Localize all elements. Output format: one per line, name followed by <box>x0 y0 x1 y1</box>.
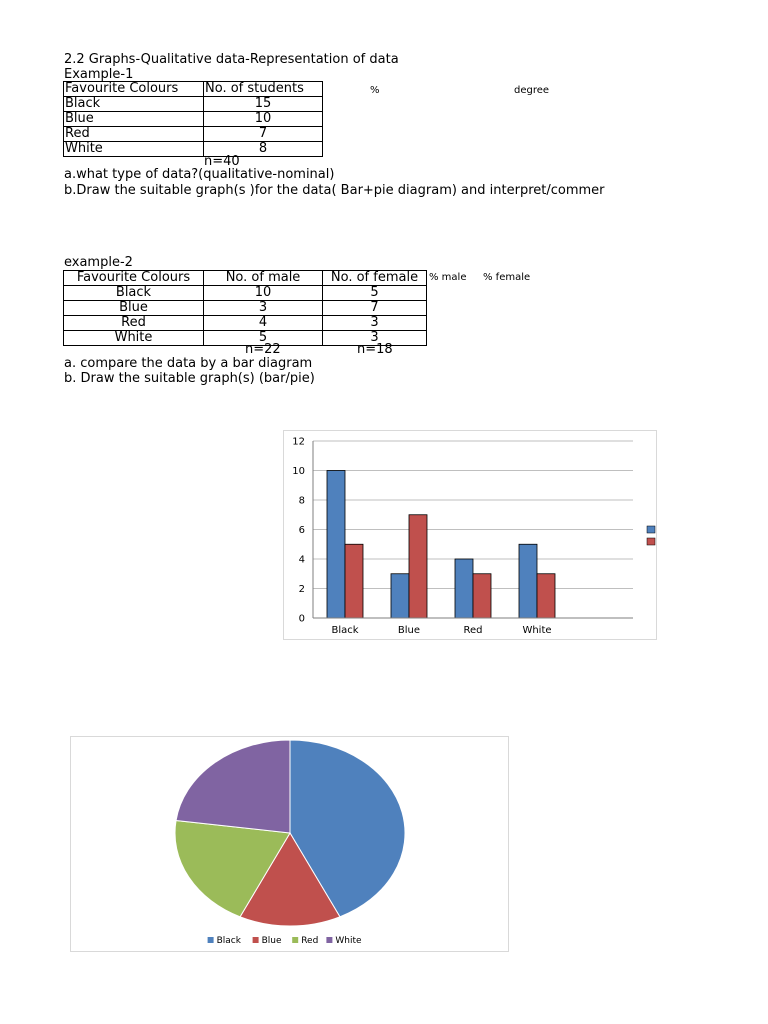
y-tick-label: 6 <box>298 525 305 536</box>
table-header-cell: No. of students <box>204 82 323 97</box>
page-title: 2.2 Graphs-Qualitative data-Representation of data <box>64 52 399 67</box>
legend-swatch <box>647 526 655 533</box>
table-cell: 4 <box>204 316 323 331</box>
table-row <box>64 112 323 127</box>
example1-label: Example-1 <box>64 67 134 82</box>
example1-total: n=40 <box>204 154 240 169</box>
table-cell: Black <box>64 97 204 112</box>
table-cell: Blue <box>64 301 204 316</box>
y-tick-label: 2 <box>298 584 305 595</box>
percent-male-header: % male <box>429 272 467 283</box>
table-cell: Blue <box>64 112 204 127</box>
legend-swatch <box>208 937 214 943</box>
table-row <box>64 127 323 142</box>
x-tick-label: Black <box>331 625 359 636</box>
table-cell: 10 <box>204 112 323 127</box>
legend-label: Red <box>301 936 319 946</box>
table-header-cell: No. of male <box>204 271 323 286</box>
bar <box>391 574 409 618</box>
y-tick-label: 10 <box>292 466 305 477</box>
example2-total-female: n=18 <box>357 342 393 357</box>
bar <box>345 544 363 618</box>
example1-table <box>63 81 323 157</box>
table-cell: 7 <box>204 127 323 142</box>
pie-chart-svg <box>71 737 508 951</box>
x-tick-label: White <box>522 625 552 636</box>
pie-chart <box>70 736 509 952</box>
table-cell: White <box>64 142 204 157</box>
y-tick-label: 8 <box>298 495 305 507</box>
table-header-cell: Favourite Colours <box>64 271 204 286</box>
bar <box>409 515 427 618</box>
y-tick-label: 4 <box>298 554 305 566</box>
legend-label: White <box>335 936 362 946</box>
table-cell: 5 <box>323 286 427 301</box>
table-header-row <box>64 271 427 286</box>
percent-female-header: % female <box>483 272 531 283</box>
table-row <box>64 97 323 112</box>
example2-total-male: n=22 <box>245 342 281 357</box>
bar <box>327 471 345 619</box>
table-cell: 7 <box>323 301 427 316</box>
bar-chart-svg <box>284 431 656 639</box>
example2-question-a: a. compare the data by a bar diagram <box>64 356 313 371</box>
table-cell: Black <box>64 286 204 301</box>
table-row <box>64 316 427 331</box>
table-cell: 15 <box>204 97 323 112</box>
bar-chart <box>283 430 657 640</box>
table-header-row <box>64 82 323 97</box>
legend-swatch <box>253 937 259 943</box>
legend-label: Black <box>216 936 241 946</box>
degree-header: degree <box>514 85 550 96</box>
example2-question-b: b. Draw the suitable graph(s) (bar/pie) <box>64 371 315 386</box>
example1-question-a: a.what type of data?(qualitative-nominal) <box>64 167 335 182</box>
table-row <box>64 301 427 316</box>
table-cell: 5 <box>204 331 323 346</box>
legend-swatch <box>647 538 655 545</box>
legend-swatch <box>292 937 298 943</box>
table-cell: 3 <box>323 331 427 346</box>
table-cell: 8 <box>204 142 323 157</box>
table-cell: Red <box>64 127 204 142</box>
legend-swatch <box>326 937 332 943</box>
table-cell: 10 <box>204 286 323 301</box>
table-cell: White <box>64 331 204 346</box>
x-tick-label: Red <box>463 625 483 636</box>
bar <box>519 544 537 618</box>
pie-slice <box>176 740 290 833</box>
table-cell: 3 <box>204 301 323 316</box>
x-tick-label: Blue <box>397 625 421 636</box>
table-cell: Red <box>64 316 204 331</box>
table-cell: 3 <box>323 316 427 331</box>
bar <box>455 559 473 618</box>
example2-label: example-2 <box>64 255 133 270</box>
example1-question-b: b.Draw the suitable graph(s )for the data( Bar+pie diagram) and interpret/commer <box>64 183 605 198</box>
y-tick-label: 12 <box>292 436 305 448</box>
table-header-cell: Favourite Colours <box>64 82 204 97</box>
table-header-cell: No. of female <box>323 271 427 286</box>
bar <box>537 574 555 618</box>
y-tick-label: 0 <box>298 613 305 625</box>
example2-table <box>63 270 427 346</box>
percent-header: % <box>370 85 380 96</box>
table-row <box>64 142 323 157</box>
bar <box>473 574 491 618</box>
legend-label: Blue <box>261 936 282 946</box>
table-row <box>64 286 427 301</box>
